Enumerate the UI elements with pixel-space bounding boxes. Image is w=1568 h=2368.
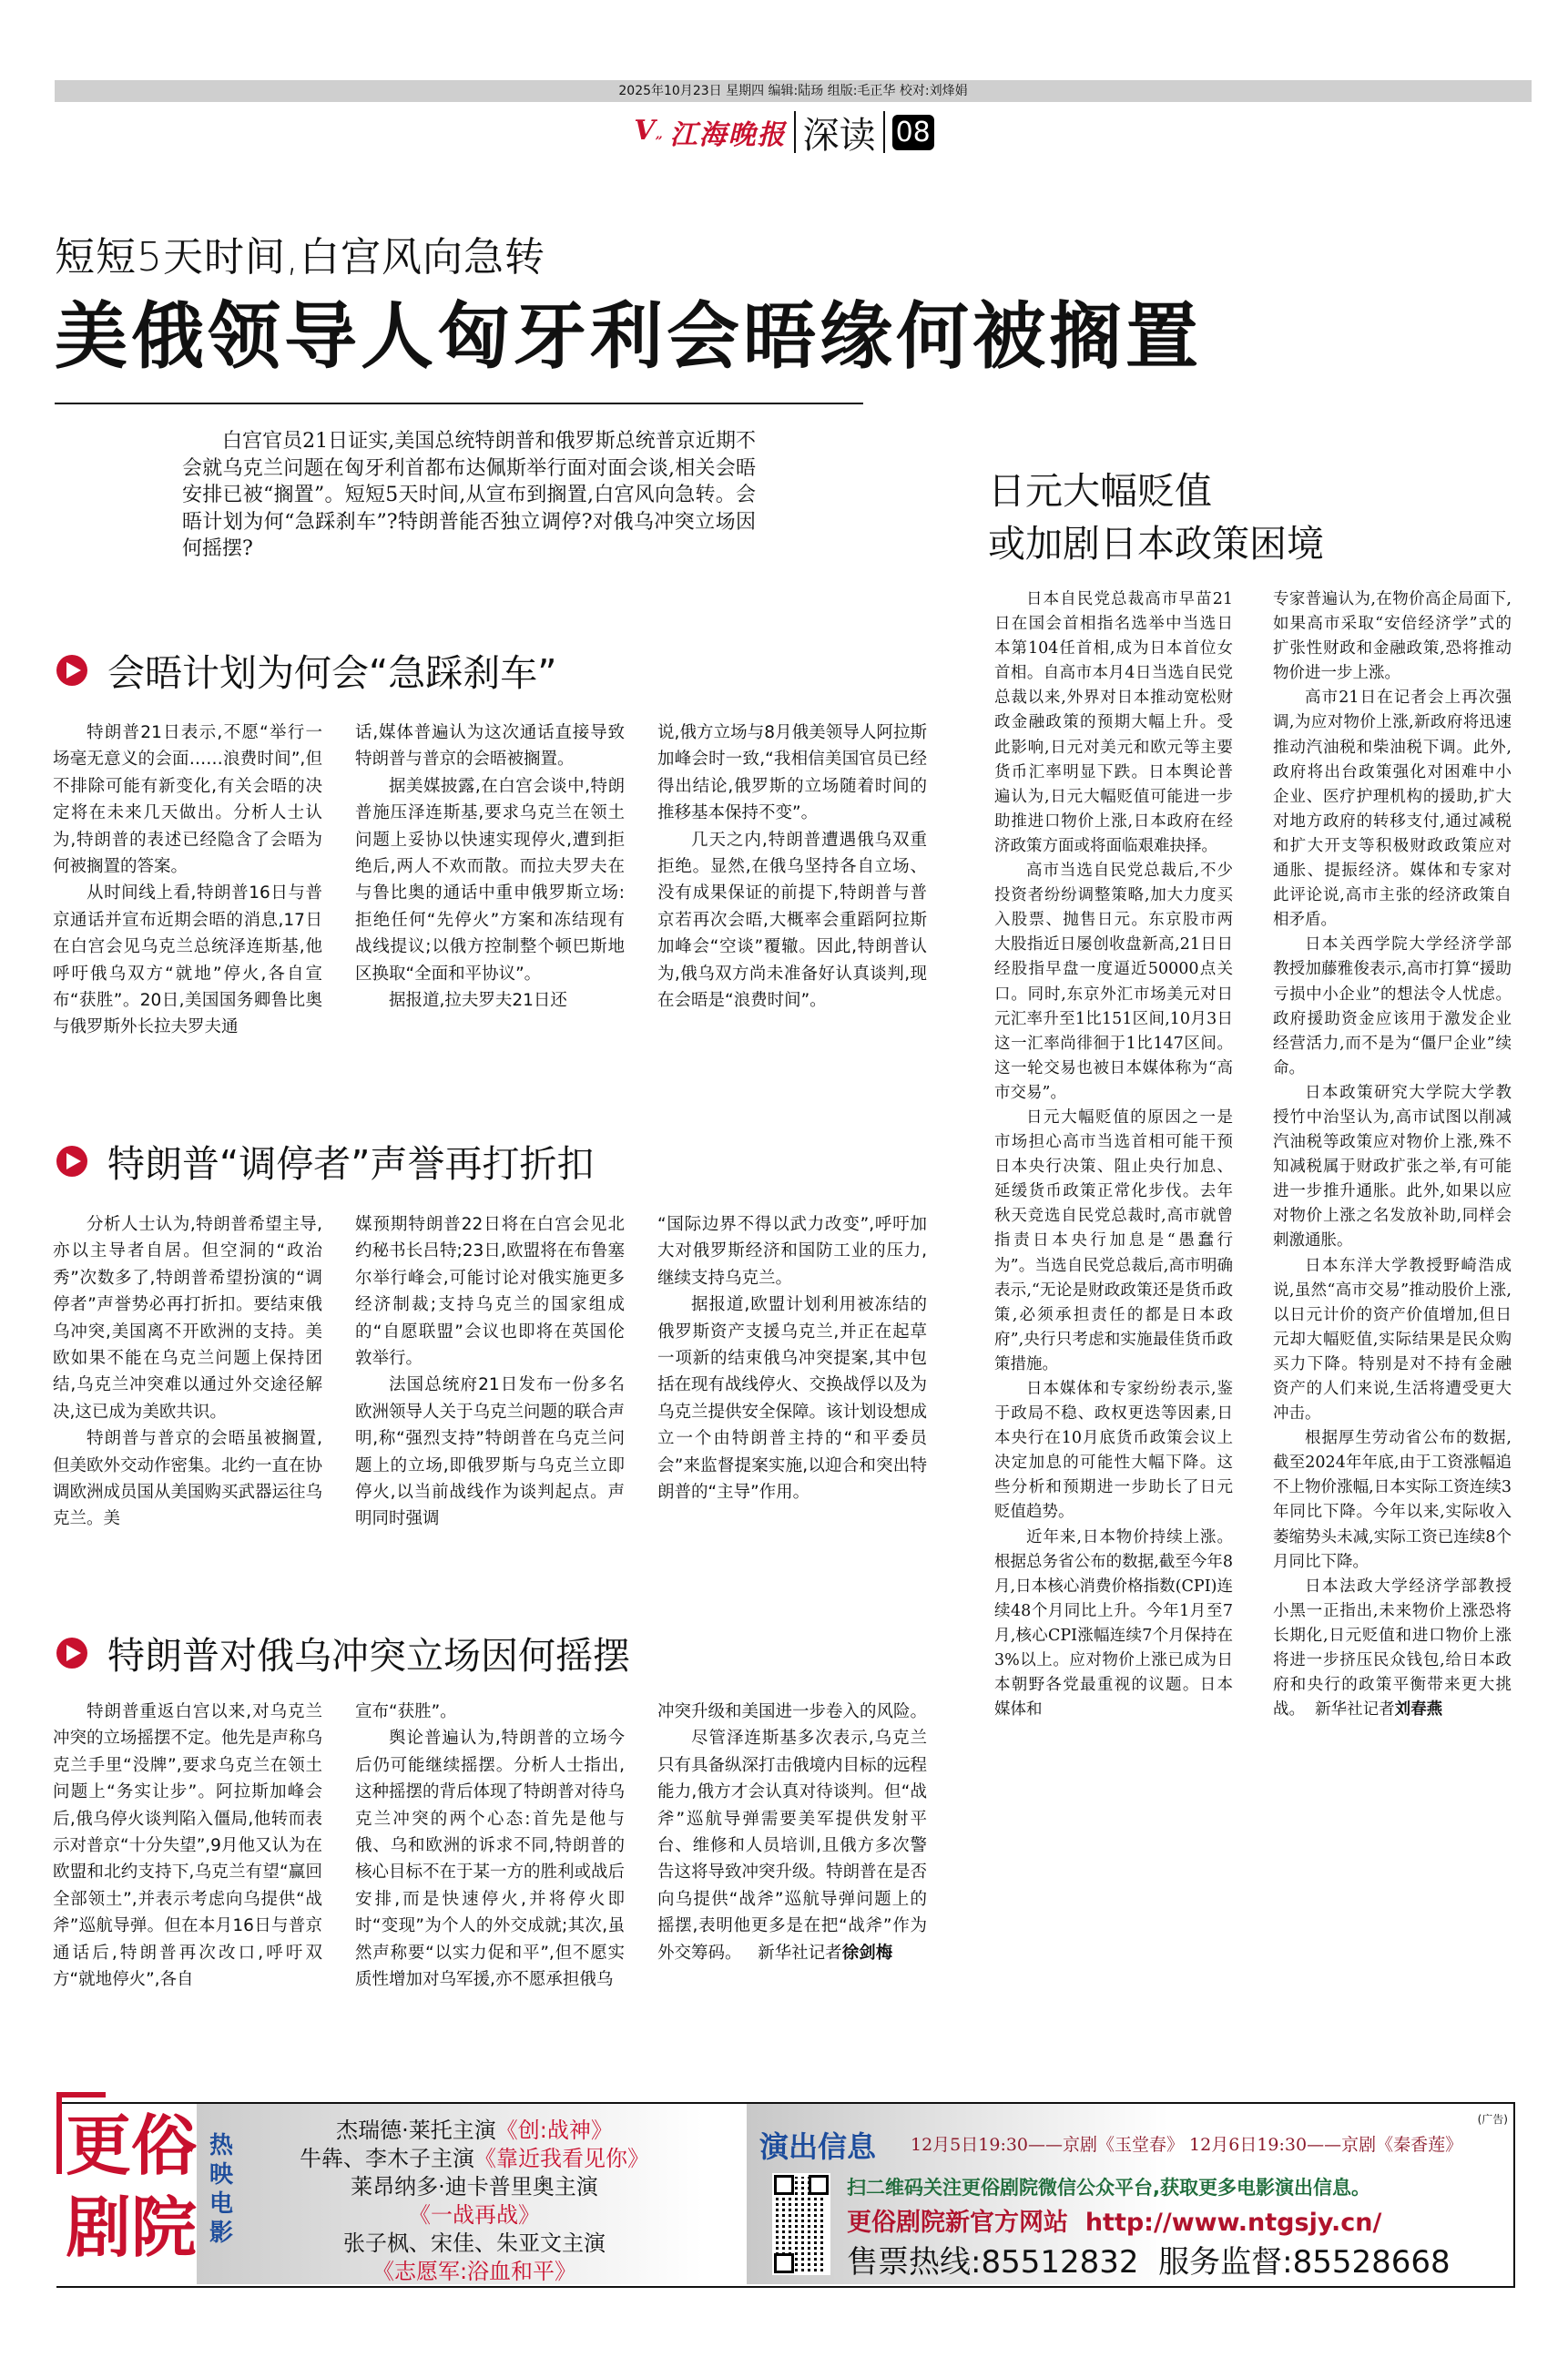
section-heading-text: 特朗普“调停者”声誉再打折扣 (107, 1142, 595, 1186)
paragraph: 说,俄方立场与8月俄美领导人阿拉斯加峰会时一致,“我相信美国官员已经得出结论,俄罗斯的立场随着时间的推移基本保持不变”。 (657, 723, 927, 823)
column (53, 1699, 322, 1993)
paragraph: 高市21日在记者会上再次强调,为应对物价上涨,新政府将迅速推动汽油税和柴油税下调。此外,政府将出台政策强化对困难中小企业、医疗护理机构的援助,扩大对地方政府的转移支付,通过减税和扩大开支等积极财政政策应对通胀、提振经济。媒体和专家对此评论说,高市主张的经济政策自相矛盾。 (1273, 689, 1512, 930)
film-cast: 牛犇、李木子主演 (300, 2146, 474, 2171)
scan-prompt: 扫二维码关注更俗剧院微信公众平台,获取更多电影演出信息。 (847, 2177, 1370, 2199)
paragraph: 冲突升级和美国进一步卷入的风险。 (657, 1702, 928, 1721)
masthead (0, 107, 1568, 157)
dateline: 2025年10月23日 星期四 编辑:陆玚 组版:毛正华 校对:刘烽娟 (618, 84, 968, 98)
paragraph: 特朗普21日表示,不愿“举行一场毫无意义的会面……浪费时间”,但不排除可能有新变化,有关会晤的决定将在未来几天做出。分析人士认为,特朗普的表述已经隐含了会晤为何被搁置的答案。 (53, 723, 322, 877)
paragraph: 宣布“获胜”。 (355, 1702, 457, 1721)
side-title-line2: 或加剧日本政策困境 (988, 522, 1324, 566)
paragraph: “国际边界不得以武力改变”,呼吁加大对俄罗斯经济和国防工业的压力,继续支持乌克兰。 (657, 1215, 927, 1288)
website-label: 更俗剧院新官方网站 (847, 2209, 1068, 2237)
show-info (747, 2104, 1513, 2284)
column (53, 720, 322, 1041)
paragraph: 近年来,日本物价持续上涨。根据总务省公布的数据,截至今年8月,日本核心消费价格指数(CPI)连续48个月同比上升。今年1月至7月,核心CPI涨幅连续7个月保持在3%以上。应对物价上涨已成为日本朝野各党最重视的议题。日本媒体和 (994, 1527, 1233, 1720)
paragraph: 媒预期特朗普22日将在白宫会见北约秘书长吕特;23日,欧盟将在布鲁塞尔举行峰会,可能讨论对俄实施更多经济制裁;支持乌克兰的国家组成的“自愿联盟”会议也即将在英国伦敦举行。 (355, 1215, 625, 1369)
show-schedule: 12月5日19:30——京剧《玉堂春》 12月6日19:30——京剧《秦香莲》 (911, 2135, 1463, 2155)
section-heading-1 (56, 643, 556, 697)
film-title: 《创:战神》 (495, 2118, 613, 2143)
film-item (251, 2145, 697, 2173)
byline-name: 徐剑梅 (841, 1943, 893, 1963)
paragraph: 话,媒体普遍认为这次通话直接导致特朗普与普京的会晤被搁置。 (355, 723, 625, 770)
paragraph-text: 尽管泽连斯基多次表示,乌克兰只有具备纵深打击俄境内目标的远程能力,俄方才会认真对待谈判。但“战斧”巡航导弹需要美军提供发射平台、维修和人员培训,且俄方多次警告这将导致冲突升级。特朗普在是否向乌提供“战斧”巡航导弹问题上的摇摆,表明他更多是在把“战斧”作为外交筹码。 (657, 1729, 928, 1963)
film-list (251, 2117, 697, 2286)
newspaper-logo-icon: $V_”$ (634, 115, 663, 149)
paragraph: 专家普遍认为,在物价高企局面下,如果高市采取“安倍经济学”式的扩张性财政和金融政策,恐将推动物价进一步上涨。 (1273, 590, 1512, 683)
paragraph: 特朗普重返白宫以来,对乌克兰冲突的立场摇摆不定。他先是声称乌克兰手里“没牌”,要求乌克兰在领土问题上“务实让步”。阿拉斯加峰会后,俄乌停火谈判陷入僵局,他转而表示对普京“十分失望”,9月他又认为在欧盟和北约支持下,乌克兰有望“赢回全部领土”,并表示考虑向乌提供“战斧”巡航导弹。但在本月16日与普京通话后,特朗普再次改口,呼吁双方“就地停火”,各自 (53, 1702, 323, 1990)
side-article-title (988, 464, 1324, 570)
film-cast: 杰瑞德·莱托主演 (336, 2118, 496, 2143)
column (657, 1699, 927, 1966)
paragraph: 日本政策研究大学院大学教授竹中治坚认为,高市试图以削减汽油税等政策应对物价上涨,殊不知减税属于财政扩张之举,有可能进一步推升通胀。此外,如果以应对物价上涨之名发放补助,同样会刺激通胀。 (1273, 1083, 1512, 1250)
section-heading-text: 会晤计划为何会“急踩刹车” (107, 651, 557, 695)
divider (794, 111, 796, 153)
article-title: 美俄领导人匈牙利会晤缘何被搁置 (55, 294, 1202, 379)
article-subtitle: 短短5天时间,白宫风向急转 (55, 234, 545, 281)
paragraph: 日本媒体和专家纷纷表示,鉴于政局不稳、政权更迭等因素,日本央行在10月底货币政策会议上决定加息的可能性大幅下降。这些分析和预期进一步助长了日元贬值趋势。 (994, 1380, 1233, 1522)
film-tag: 热映电影 (209, 2132, 234, 2247)
play-bullet-icon (56, 1638, 87, 1669)
side-title-line1: 日元大幅贬值 (988, 469, 1212, 513)
ad-note: (广告) (1477, 2113, 1508, 2126)
service-supervision: 服务监督:85528668 (1158, 2244, 1451, 2281)
film-cast: 莱昂纳多·迪卡普里奥主演 (351, 2174, 598, 2200)
newspaper-name: 江海晚报 (669, 119, 787, 151)
paragraph (657, 1725, 927, 1966)
website-link[interactable]: http://www.ntgsjy.cn/ (1084, 2209, 1382, 2237)
column (355, 1699, 625, 1993)
paragraph: 舆论普遍认为,特朗普的立场今后仍可能继续摇摆。分析人士指出,这种摇摆的背后体现了特朗普对待乌克兰冲突的两个心态:首先是他与俄、乌和欧洲的诉求不同,特朗普的核心目标不在于某一方的胜利或战后安排,而是快速停火,并将停火即时“变现”为个人的外交成就;其次,虽然声称要“以实力促和平”,但不愿实质性增加对乌军援,亦不愿承担俄乌 (355, 1729, 626, 1990)
paragraph: 日本东洋大学教授野崎浩成说,虽然“高市交易”推动股价上涨,以日元计价的资产价值增加,但日元却大幅贬值,实际结果是民众购买力下降。特别是对不持有金融资产的人们来说,生活将遭受更大冲击。 (1273, 1256, 1512, 1424)
film-item (251, 2117, 697, 2145)
film-title: 《志愿军:浴血和平》 (372, 2259, 577, 2284)
film-title: 《靠近我看见你》 (474, 2146, 649, 2171)
website (847, 2202, 1381, 2238)
film-item (251, 2230, 697, 2286)
paragraph: 据美媒披露,在白宫会谈中,特朗普施压泽连斯基,要求乌克兰在领土问题上妥协以快速实现停火,遭到拒绝后,两人不欢而散。而拉夫罗夫在与鲁比奥的通话中重申俄罗斯立场:拒绝任何“先停火”方案和冻结现有战线提议;以俄方控制整个顿巴斯地区换取“全面和平协议”。 (355, 776, 625, 984)
show-heading: 演出信息 (759, 2129, 877, 2164)
article-lead: 白宫官员21日证实,美国总统特朗普和俄罗斯总统普京近期不会就乌克兰问题在匈牙利首都布达佩斯举行面对面会谈,相关会晤安排已被“搁置”。短短5天时间,从宣布到搁置,白宫风向急转。会晤计划为何“急踩刹车”?特朗普能否独立调停?对俄乌冲突立场因何摇摆? (182, 430, 756, 560)
divider (883, 111, 885, 153)
paragraph: 分析人士认为,特朗普希望主导,亦以主导者自居。但空洞的“政治秀”次数多了,特朗普希望扮演的“调停者”声誉势必再打折扣。要结束俄乌冲突,美国离不开欧洲的支持。美欧如果不能在乌克兰问题上保持团结,乌克兰冲突难以通过外交途径解决,这已成为美欧共识。 (53, 1215, 322, 1422)
side-column (1273, 587, 1512, 1722)
phones (847, 2237, 1451, 2281)
paragraph: 高市当选自民党总裁后,不少投资者纷纷调整策略,加大力度买入股票、抛售日元。东京股市两大股指近日屡创收盘新高,21日日经股指早盘一度逼近50000点关口。同时,东京外汇市场美元对日元汇率升至1比151区间,10月3日这一汇率尚徘徊于1比147区间。这一轮交易也被日本媒体称为“高市交易”。 (994, 862, 1233, 1102)
side-column (994, 587, 1233, 1722)
column (53, 1211, 322, 1533)
section-heading-2 (56, 1134, 594, 1188)
column (657, 1211, 927, 1506)
film-listing (197, 2104, 703, 2284)
theater-logo (56, 2092, 198, 2289)
paragraph: 日元大幅贬值的原因之一是市场担心高市当选首相可能干预日本央行决策、阻止央行加息、延缓货币政策正常化步伐。去年秋天竞选自民党总裁时,高市就曾指责日本央行加息是“愚蠢行为”。当选自民党总裁后,高市明确表示,“无论是财政政策还是货币政策,必须承担责任的都是日本政府”,央行只考虑和实施最佳货币政策措施。 (994, 1107, 1233, 1373)
byline-prefix: 新华社记者 (1315, 1700, 1395, 1720)
page-number-badge: 08 (892, 115, 934, 150)
paragraph: 法国总统府21日发布一份多名欧洲领导人关于乌克兰问题的联合声明,称“强烈支持”特朗普在乌克兰问题上的立场,即俄罗斯与乌克兰立即停火,以当前战线作为谈判起点。声明同时强调 (355, 1375, 626, 1529)
byline-prefix: 新华社记者 (758, 1943, 842, 1963)
section-heading-text: 特朗普对俄乌冲突立场因何摇摆 (107, 1634, 630, 1678)
paragraph: 从时间线上看,特朗普16日与普京通话并宣布近期会晤的消息,17日在白宫会见乌克兰总统泽连斯基,他呼吁俄乌双方“就地”停火,各自宣布“获胜”。20日,美国国务卿鲁比奥与俄罗斯外长拉夫罗夫通 (53, 883, 322, 1037)
section-heading-3 (56, 1626, 630, 1679)
film-title: 《一战再战》 (409, 2202, 540, 2228)
byline (1315, 1700, 1442, 1719)
play-bullet-icon (56, 655, 87, 686)
film-item (251, 2173, 697, 2230)
section-name: 深读 (802, 114, 876, 157)
byline (758, 1944, 892, 1963)
theater-brand: 更俗剧院 (66, 2108, 198, 2266)
byline-name: 刘春燕 (1394, 1700, 1443, 1720)
title-rule (55, 403, 863, 404)
paragraph: 日本关西学院大学经济学部教授加藤雅俊表示,高市打算“援助亏损中小企业”的想法令人忧虑。政府援助资金应该用于激发企业经营活力,而不是为“僵尸企业”续命。 (1273, 935, 1512, 1077)
paragraph: 据报道,拉夫罗夫21日还 (389, 991, 567, 1011)
column (355, 720, 625, 1014)
play-bullet-icon (56, 1146, 87, 1177)
column (657, 720, 927, 1014)
film-cast: 张子枫、宋佳、朱亚文主演 (343, 2230, 606, 2256)
ticket-hotline: 售票热线:85512832 (847, 2244, 1139, 2281)
paragraph (1273, 1575, 1512, 1723)
qr-code-icon[interactable] (772, 2173, 830, 2275)
paragraph: 日本自民党总裁高市早苗21日在国会首相指名选举中当选日本第104任首相,成为日本首位女首相。自高市本月4日当选自民党总裁以来,外界对日本推动宽松财政金融政策的预期大幅上升。受此影响,日元对美元和欧元等主要货币汇率明显下跌。日本舆论普遍认为,日元大幅贬值可能进一步助推进口物价上涨,日本政府在经济政策方面或将面临艰难抉择。 (994, 590, 1233, 855)
column (355, 1211, 625, 1533)
paragraph: 特朗普与普京的会晤虽被搁置,但美欧外交动作密集。北约一直在协调欧洲成员国从美国购买武器运往乌克兰。美 (53, 1429, 323, 1529)
paragraph: 根据厚生劳动省公布的数据,截至2024年年底,由于工资涨幅追不上物价涨幅,日本实际工资连续3年同比下降。今年以来,实际收入萎缩势头未减,实际工资已连续8个月同比下降。 (1273, 1429, 1512, 1571)
paragraph: 几天之内,特朗普遭遇俄乌双重拒绝。显然,在俄乌坚持各自立场、没有成果保证的前提下,特朗普与普京若再次会晤,大概率会重蹈阿拉斯加峰会“空谈”覆辙。因此,特朗普认为,俄乌双方尚未准备好认真谈判,现在会晤是“浪费时间”。 (657, 830, 927, 1011)
paragraph-text: 日本法政大学经济学部教授小黑一正指出,未来物价上涨恐将长期化,日元贬值和进口物价上涨将进一步挤压民众钱包,给日本政府和央行的政策平衡带来更大挑战。 (1273, 1577, 1512, 1720)
dateline-bar (55, 80, 1532, 102)
paragraph: 据报道,欧盟计划利用被冻结的俄罗斯资产支援乌克兰,并正在起草一项新的结束俄乌冲突提案,其中包括在现有战线停火、交换战俘以及为乌克兰提供安全保障。该计划设想成立一个由特朗普主持的“和平委员会”来监督提案实施,以迎合和突出特朗普的“主导”作用。 (657, 1295, 928, 1503)
